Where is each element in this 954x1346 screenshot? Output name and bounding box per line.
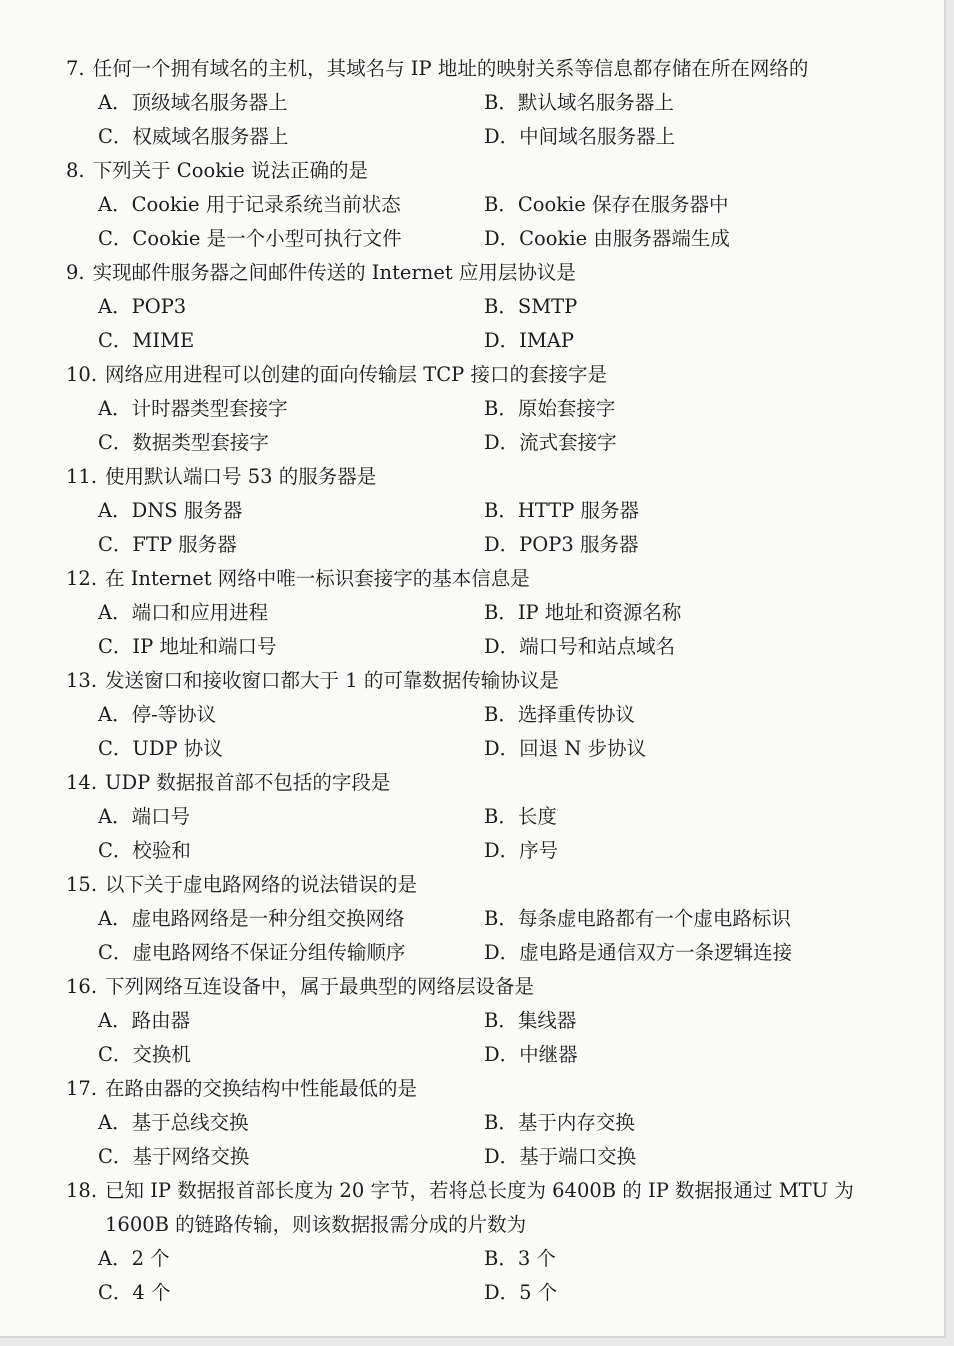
options-row: [66, 630, 906, 664]
option-a: A．DNS 服务器: [98, 499, 243, 522]
options-row: [66, 426, 906, 460]
question-8: [66, 154, 906, 188]
question-number: 10.: [66, 363, 98, 386]
options-row: [66, 120, 906, 154]
question-number: 12.: [66, 567, 98, 590]
option-b: B．集线器: [484, 1009, 577, 1032]
option-d: D．中继器: [484, 1043, 578, 1066]
question-11: [66, 460, 906, 494]
question-text: 在 Internet 网络中唯一标识套接字的基本信息是: [105, 567, 530, 590]
option-c: C．虚电路网络不保证分组传输顺序: [98, 941, 406, 964]
option-c: C．FTP 服务器: [98, 533, 237, 556]
options-row: [66, 222, 906, 256]
option-a: A．虚电路网络是一种分组交换网络: [98, 907, 405, 930]
option-b: B．SMTP: [484, 295, 578, 318]
question-17: [66, 1072, 906, 1106]
question-15: [66, 868, 906, 902]
option-d: D．POP3 服务器: [484, 533, 639, 556]
options-row: [66, 1276, 906, 1310]
option-d: D．回退 N 步协议: [484, 737, 647, 760]
option-d: D．5 个: [484, 1281, 558, 1304]
options-row: [66, 936, 906, 970]
option-d: D．虚电路是通信双方一条逻辑连接: [484, 941, 793, 964]
question-text: 网络应用进程可以创建的面向传输层 TCP 接口的套接字是: [105, 363, 607, 386]
option-a: A．计时器类型套接字: [98, 397, 288, 420]
option-a: A．POP3: [98, 295, 187, 318]
option-d: D．端口号和站点域名: [484, 635, 676, 658]
question-text: 任何一个拥有域名的主机，其域名与 IP 地址的映射关系等信息都存储在所在网络的: [92, 57, 809, 80]
question-text: 以下关于虚电路网络的说法错误的是: [105, 873, 418, 896]
question-14: [66, 766, 906, 800]
option-b: B．默认域名服务器上: [484, 91, 674, 114]
question-number: 14.: [66, 771, 98, 794]
question-number: 13.: [66, 669, 98, 692]
question-text: 下列网络互连设备中，属于最典型的网络层设备是: [105, 975, 535, 998]
options-row: [66, 528, 906, 562]
question-text: 实现邮件服务器之间邮件传送的 Internet 应用层协议是: [92, 261, 576, 284]
option-a: A．Cookie 用于记录系统当前状态: [98, 193, 401, 216]
option-c: C．UDP 协议: [98, 737, 223, 760]
option-a: A．端口和应用进程: [98, 601, 269, 624]
option-b: B．Cookie 保存在服务器中: [484, 193, 729, 216]
option-b: B．选择重传协议: [484, 703, 635, 726]
question-18: [66, 1174, 906, 1242]
option-d: D．序号: [484, 839, 559, 862]
question-12: [66, 562, 906, 596]
option-c: C．IP 地址和端口号: [98, 635, 277, 658]
question-number: 15.: [66, 873, 98, 896]
options-row: [66, 392, 906, 426]
options-row: [66, 1140, 906, 1174]
question-number: 18.: [66, 1179, 98, 1202]
option-b: B．3 个: [484, 1247, 556, 1270]
option-c: C．数据类型套接字: [98, 431, 269, 454]
option-d: D．IMAP: [484, 329, 575, 352]
question-text: 已知 IP 数据报首部长度为 20 字节，若将总长度为 6400B 的 IP 数据报通过 MTU 为 1600B 的链路传输，则该数据报需分成的片数为: [105, 1179, 854, 1236]
option-a: A．路由器: [98, 1009, 191, 1032]
option-b: B．基于内存交换: [484, 1111, 635, 1134]
option-c: C．权威域名服务器上: [98, 125, 289, 148]
option-c: C．MIME: [98, 329, 195, 352]
question-9: [66, 256, 906, 290]
option-c: C．4 个: [98, 1281, 171, 1304]
options-row: [66, 800, 906, 834]
option-c: C．基于网络交换: [98, 1145, 250, 1168]
option-c: C．Cookie 是一个小型可执行文件: [98, 227, 402, 250]
option-d: D．Cookie 由服务器端生成: [484, 227, 730, 250]
option-c: C．校验和: [98, 839, 191, 862]
question-list: [66, 52, 906, 1310]
options-row: [66, 188, 906, 222]
question-text: 下列关于 Cookie 说法正确的是: [92, 159, 368, 182]
options-row: [66, 732, 906, 766]
option-a: A．顶级域名服务器上: [98, 91, 288, 114]
option-b: B．每条虚电路都有一个虚电路标识: [484, 907, 791, 930]
option-d: D．流式套接字: [484, 431, 617, 454]
option-b: B．原始套接字: [484, 397, 616, 420]
options-row: [66, 86, 906, 120]
question-number: 17.: [66, 1077, 98, 1100]
option-d: D．基于端口交换: [484, 1145, 637, 1168]
question-13: [66, 664, 906, 698]
options-row: [66, 1004, 906, 1038]
options-row: [66, 290, 906, 324]
option-a: A．停-等协议: [98, 703, 217, 726]
options-row: [66, 834, 906, 868]
option-c: C．交换机: [98, 1043, 191, 1066]
question-number: 7.: [66, 57, 85, 80]
option-d: D．中间域名服务器上: [484, 125, 676, 148]
question-number: 16.: [66, 975, 98, 998]
options-row: [66, 698, 906, 732]
option-b: B．HTTP 服务器: [484, 499, 640, 522]
question-7: [66, 52, 906, 86]
question-text: 使用默认端口号 53 的服务器是: [105, 465, 377, 488]
options-row: [66, 1242, 906, 1276]
options-row: [66, 1038, 906, 1072]
options-row: [66, 902, 906, 936]
option-b: B．长度: [484, 805, 557, 828]
question-10: [66, 358, 906, 392]
option-a: A．2 个: [98, 1247, 170, 1270]
question-16: [66, 970, 906, 1004]
question-number: 9.: [66, 261, 85, 284]
question-number: 8.: [66, 159, 85, 182]
options-row: [66, 1106, 906, 1140]
question-number: 11.: [66, 465, 98, 488]
options-row: [66, 596, 906, 630]
question-text: UDP 数据报首部不包括的字段是: [105, 771, 391, 794]
question-text: 在路由器的交换结构中性能最低的是: [105, 1077, 418, 1100]
options-row: [66, 324, 906, 358]
option-a: A．端口号: [98, 805, 191, 828]
question-text: 发送窗口和接收窗口都大于 1 的可靠数据传输协议是: [105, 669, 559, 692]
option-b: B．IP 地址和资源名称: [484, 601, 682, 624]
option-a: A．基于总线交换: [98, 1111, 249, 1134]
options-row: [66, 494, 906, 528]
